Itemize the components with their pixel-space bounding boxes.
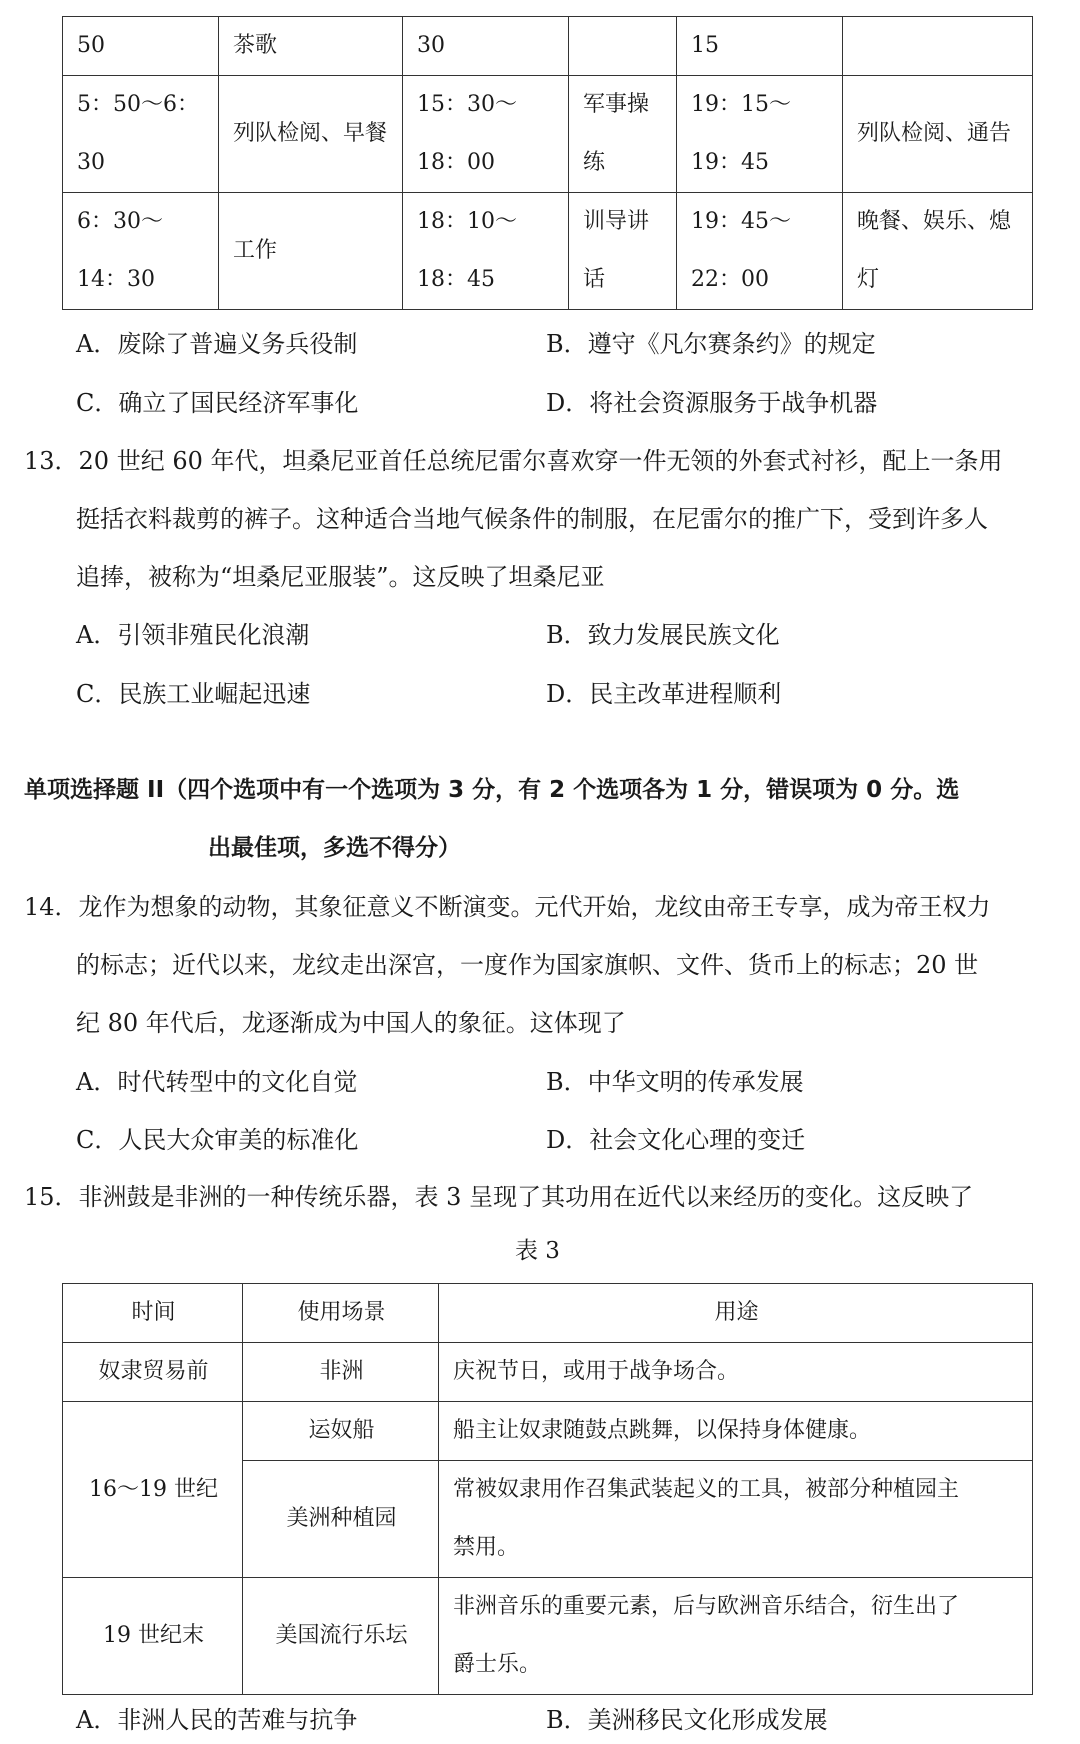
q13-stem-line2: 挺括衣料裁剪的裤子。这种适合当地气候条件的制服，在尼雷尔的推广下，受到许多人 bbox=[76, 505, 988, 533]
table-cell: 30 bbox=[403, 17, 569, 76]
column-header: 时间 bbox=[63, 1284, 243, 1343]
q12-option-d: D．将社会资源服务于战争机器 bbox=[546, 389, 878, 417]
q12-option-b: B．遵守《凡尔赛条约》的规定 bbox=[546, 330, 876, 358]
table-cell: 庆祝节日，或用于战争场合。 bbox=[439, 1343, 1033, 1402]
table-cell: 运奴船 bbox=[243, 1402, 439, 1461]
table-cell: 16～19 世纪 bbox=[63, 1402, 243, 1578]
q13-stem-line3: 追捧，被称为“坦桑尼亚服装”。这反映了坦桑尼亚 bbox=[76, 563, 605, 591]
table-cell: 5：50～6：30 bbox=[63, 76, 219, 193]
table-cell bbox=[439, 1461, 1033, 1578]
table-cell: 军事操练 bbox=[569, 76, 677, 193]
table-cell: 晚餐、娱乐、熄灯 bbox=[843, 193, 1033, 310]
section-heading-line1: 单项选择题 II（四个选项中有一个选项为 3 分，有 2 个选项各为 1 分，错误项为 0 分。选 bbox=[24, 777, 960, 803]
column-header: 使用场景 bbox=[243, 1284, 439, 1343]
table-row bbox=[63, 17, 1033, 76]
table-caption: 表 3 bbox=[515, 1238, 560, 1264]
table-cell: 工作 bbox=[219, 193, 403, 310]
q14-option-c: C．人民大众审美的标准化 bbox=[76, 1126, 359, 1154]
table-cell: 50 bbox=[63, 17, 219, 76]
table-row bbox=[63, 193, 1033, 310]
table-cell: 19 世纪末 bbox=[63, 1578, 243, 1695]
table-row bbox=[63, 1343, 1033, 1402]
q14-option-d: D．社会文化心理的变迁 bbox=[546, 1126, 806, 1154]
table-row bbox=[63, 1578, 1033, 1695]
table-cell: 非洲 bbox=[243, 1343, 439, 1402]
table-cell: 列队检阅、通告 bbox=[843, 76, 1033, 193]
section-heading-line2: 出最佳项，多选不得分） bbox=[208, 835, 461, 861]
cell-line: 禁用。 bbox=[453, 1535, 520, 1560]
cell-line: 常被奴隶用作召集武装起义的工具，被部分种植园主 bbox=[453, 1477, 960, 1502]
table-cell: 19：45～22：00 bbox=[677, 193, 843, 310]
table-cell: 茶歌 bbox=[219, 17, 403, 76]
drum-usage-table bbox=[62, 1283, 1033, 1695]
q13-option-a: A．引领非殖民化浪潮 bbox=[76, 621, 310, 649]
table-cell: 15 bbox=[677, 17, 843, 76]
table-header-row bbox=[63, 1284, 1033, 1343]
q14-stem-line1: 14．龙作为想象的动物，其象征意义不断演变。元代开始，龙纹由帝王专享，成为帝王权力 bbox=[24, 893, 991, 921]
column-header: 用途 bbox=[439, 1284, 1033, 1343]
q15-stem-line1: 15．非洲鼓是非洲的一种传统乐器，表 3 呈现了其功用在近代以来经历的变化。这反映了 bbox=[24, 1183, 974, 1211]
table-row bbox=[63, 1402, 1033, 1461]
cell-line: 爵士乐。 bbox=[453, 1652, 542, 1677]
q14-option-b: B．中华文明的传承发展 bbox=[546, 1068, 804, 1096]
q13-option-d: D．民主改革进程顺利 bbox=[546, 680, 782, 708]
q14-stem-line3: 纪 80 年代后，龙逐渐成为中国人的象征。这体现了 bbox=[76, 1009, 626, 1037]
table-cell bbox=[569, 17, 677, 76]
q13-stem-line1: 13．20 世纪 60 年代，坦桑尼亚首任总统尼雷尔喜欢穿一件无领的外套式衬衫，配上一条用 bbox=[24, 447, 1003, 475]
table-row bbox=[63, 76, 1033, 193]
table-cell: 19：15～19：45 bbox=[677, 76, 843, 193]
q15-option-a: A．非洲人民的苦难与抗争 bbox=[76, 1706, 358, 1734]
q13-option-c: C．民族工业崛起迅速 bbox=[76, 680, 311, 708]
q15-option-b: B．美洲移民文化形成发展 bbox=[546, 1706, 828, 1734]
table-cell bbox=[439, 1578, 1033, 1695]
q14-option-a: A．时代转型中的文化自觉 bbox=[76, 1068, 358, 1096]
table-cell: 训导讲话 bbox=[569, 193, 677, 310]
q14-stem-line2: 的标志；近代以来，龙纹走出深宫，一度作为国家旗帜、文件、货币上的标志；20 世 bbox=[76, 951, 979, 979]
cell-line: 非洲音乐的重要元素，后与欧洲音乐结合，衍生出了 bbox=[453, 1594, 960, 1619]
table-cell: 18：10～18：45 bbox=[403, 193, 569, 310]
schedule-table bbox=[62, 16, 1033, 310]
table-cell: 15：30～18：00 bbox=[403, 76, 569, 193]
table-cell: 6：30～14：30 bbox=[63, 193, 219, 310]
q12-option-a: A．废除了普遍义务兵役制 bbox=[76, 330, 358, 358]
table-cell: 列队检阅、早餐 bbox=[219, 76, 403, 193]
table-cell bbox=[843, 17, 1033, 76]
q13-option-b: B．致力发展民族文化 bbox=[546, 621, 780, 649]
table-cell: 美国流行乐坛 bbox=[243, 1578, 439, 1695]
q12-option-c: C．确立了国民经济军事化 bbox=[76, 389, 359, 417]
table-cell: 船主让奴隶随鼓点跳舞，以保持身体健康。 bbox=[439, 1402, 1033, 1461]
table-cell: 奴隶贸易前 bbox=[63, 1343, 243, 1402]
table-cell: 美洲种植园 bbox=[243, 1461, 439, 1578]
